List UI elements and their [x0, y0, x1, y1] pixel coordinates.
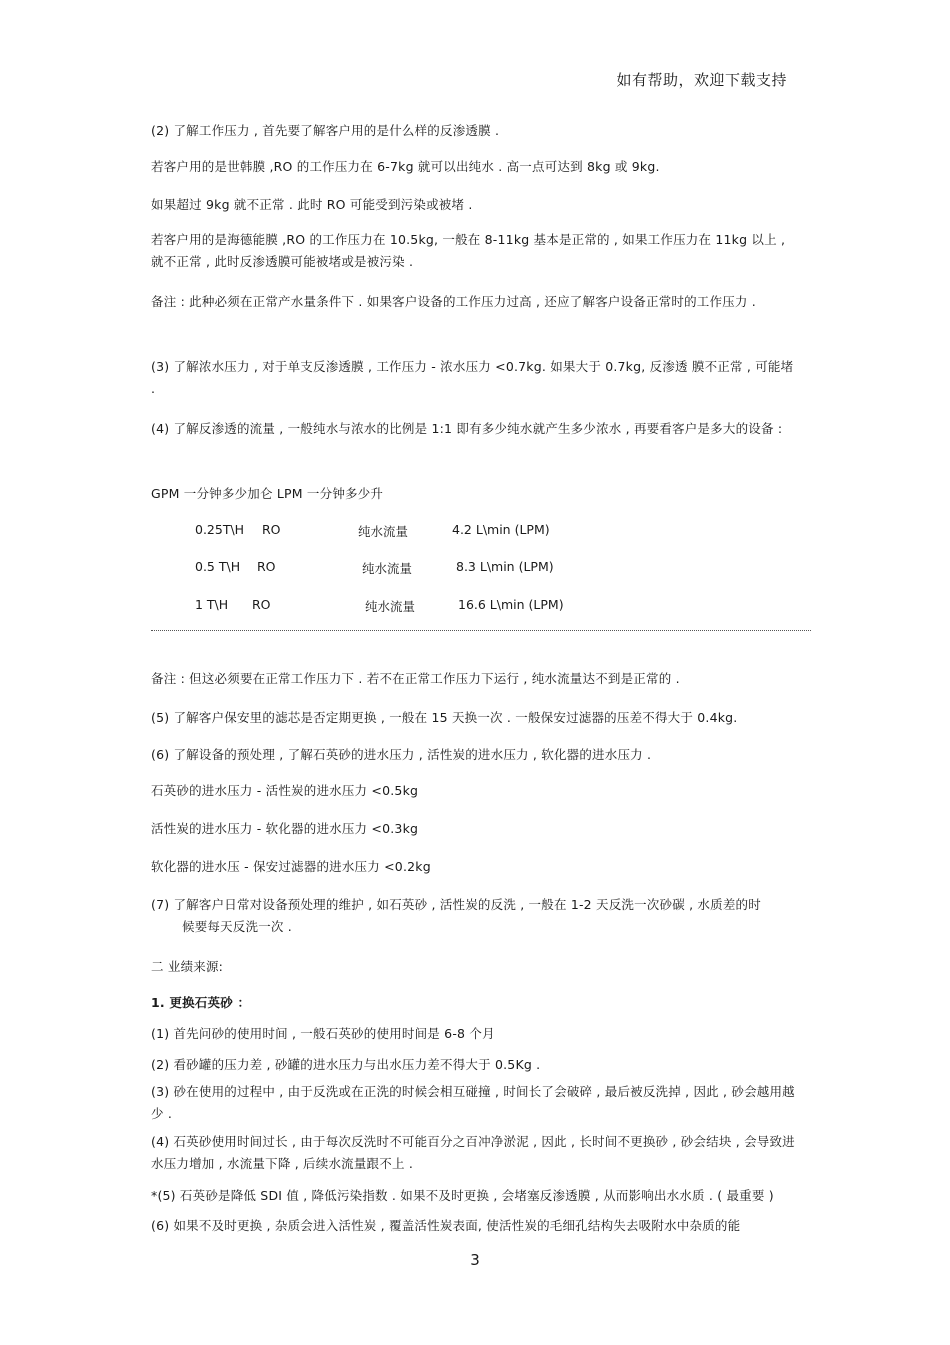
value-cell: 4.2 L\min (LPM) [452, 522, 550, 537]
label-cell: 纯水流量 [365, 599, 416, 614]
dotted-divider [151, 630, 811, 633]
section-2-heading: 二 业绩来源: [151, 959, 224, 974]
paragraph-3-concentrate: (3) 了解浓水压力 , 对于单支反渗透膜 , 工作压力 - 浓水压力 <0.7kg. 如果大于 0.7kg, 反渗透 膜不正常 , 可能堵 . [151, 359, 794, 396]
item-6: (6) 如果不及时更换 , 杂质会进入活性炭 , 覆盖活性炭表面, 使活性炭的毛细孔结构失去吸附水中杂质的能 [151, 1218, 741, 1233]
note-pressure: 备注 : 此种必须在正常产水量条件下 . 如果客户设备的工作压力过高 , 还应了解客户设备正常时的工作压力 . [151, 294, 756, 309]
item-1: (1) 首先问砂的使用时间 , 一般石英砂的使用时间是 6-8 个月 [151, 1026, 495, 1041]
capacity-cell: 0.5 T\H [195, 559, 241, 574]
paragraph-shihan: 若客户用的是世韩膜 ,RO 的工作压力在 6-7kg 就可以出纯水 . 高一点可达到 8kg 或 9kg. [151, 159, 660, 174]
item-5: *(5) 石英砂是降低 SDI 值 , 降低污染指数 . 如果不及时更换 , 会堵塞反渗透膜 , 从而影响出水水质 . ( 最重要 ) [151, 1188, 774, 1203]
item-3: (3) 砂在使用的过程中 , 由于反洗或在正洗的时候会相互碰撞 , 时间长了会破碎 , 最后被反洗掉 , 因此 , 砂会越用越少 . [151, 1084, 795, 1121]
paragraph-6-pretreatment: (6) 了解设备的预处理 , 了解石英砂的进水压力 , 活性炭的进水压力 , 软化器的进水压力 . [151, 747, 652, 762]
paragraph-7-maintenance: (7) 了解客户日常对设备预处理的维护 , 如石英砂 , 活性炭的反洗 , 一般在 1-2 天反洗一次砂碳 , 水质差的时 [151, 897, 761, 912]
page-number: 3 [470, 1251, 480, 1269]
capacity-cell: 0.25T\H [195, 522, 245, 537]
label-cell: 纯水流量 [358, 524, 409, 539]
item-2: (2) 看砂罐的压力差 , 砂罐的进水压力与出水压力差不得大于 0.5Kg . [151, 1057, 541, 1072]
paragraph-over-9kg: 如果超过 9kg 就不正常 . 此时 RO 可能受到污染或被堵 . [151, 197, 473, 212]
pressure-diff-softener: 软化器的进水压 - 保安过滤器的进水压力 <0.2kg [151, 859, 431, 874]
type-cell: RO [262, 522, 281, 537]
paragraph-7-continued: 候要每天反洗一次 . [182, 919, 292, 934]
value-cell: 16.6 L\min (LPM) [458, 597, 564, 612]
capacity-cell: 1 T\H [195, 597, 229, 612]
units-line: GPM 一分钟多少加仑 LPM 一分钟多少升 [151, 486, 384, 501]
item-4: (4) 石英砂使用时间过长 , 由于每次反洗时不可能百分之百冲净淤泥 , 因此 , 长时间不更换砂 , 砂会结块 , 会导致进水压力增加 , 水流量下降 , 后续水流量跟不上 . [151, 1134, 795, 1171]
paragraph-2-title: (2) 了解工作压力 , 首先要了解客户用的是什么样的反渗透膜 . [151, 123, 500, 138]
page-header: 如有帮助，欢迎下载支持 [616, 71, 787, 89]
paragraph-4-flow: (4) 了解反渗透的流量 , 一般纯水与浓水的比例是 1:1 即有多少纯水就产生多少浓水 , 再要看客户是多大的设备 : [151, 421, 783, 436]
paragraph-5-filter: (5) 了解客户保安里的滤芯是否定期更换 , 一般在 15 天换一次 . 一般保安过滤器的压差不得大于 0.4kg. [151, 710, 738, 725]
pressure-diff-carbon: 活性炭的进水压力 - 软化器的进水压力 <0.3kg [151, 821, 419, 836]
type-cell: RO [252, 597, 271, 612]
value-cell: 8.3 L\min (LPM) [456, 559, 554, 574]
note-normal-pressure: 备注 : 但这必须要在正常工作压力下 . 若不在正常工作压力下运行 , 纯水流量达不到是正常的 . [151, 671, 680, 686]
subsection-1-heading: 1. 更换石英砂 ： [151, 995, 251, 1010]
paragraph-hydranautics: 若客户用的是海德能膜 ,RO 的工作压力在 10.5kg, 一般在 8-11kg 基本是正常的 , 如果工作压力在 11kg 以上 , 就不正常 , 此时反渗透膜可能被堵或是被污染 . [151, 232, 786, 269]
pressure-diff-sand: 石英砂的进水压力 - 活性炭的进水压力 <0.5kg [151, 783, 419, 798]
type-cell: RO [257, 559, 276, 574]
label-cell: 纯水流量 [362, 561, 413, 576]
